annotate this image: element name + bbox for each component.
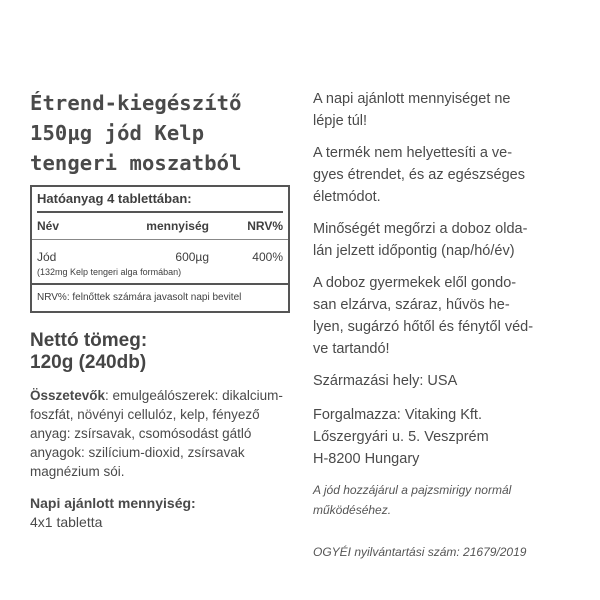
ingredients-text: : emulgeálószerek: dikalcium-foszfát, növényi cellulóz, kelp, fényező anyag: zsírsavak, csomósodást gátló anyagok: szilícium-dioxid, zsírsavak magnézium sói. xyxy=(30,388,283,479)
text-line: lyen, sugárzó hőtől és fénytől véd- xyxy=(313,319,534,335)
registration-number xyxy=(313,542,575,562)
table-column-headers xyxy=(32,213,288,240)
title-line: Étrend-kiegészítő xyxy=(30,91,242,115)
table-row-note: (132mg Kelp tengeri alga formában) xyxy=(32,266,288,285)
cell-nrv: 400% xyxy=(252,250,283,264)
origin xyxy=(313,370,575,392)
text-line: OGYÉI nyilvántartási szám: 21679/2019 xyxy=(313,545,527,559)
text-line: A termék nem helyettesíti a ve- xyxy=(313,145,513,161)
net-weight-value: 120g (240db) xyxy=(30,352,147,373)
storage-instructions xyxy=(313,272,575,360)
cell-name: Jód xyxy=(37,250,57,264)
text-line: működéséhez. xyxy=(313,503,392,517)
left-column xyxy=(30,88,292,532)
health-claim xyxy=(313,480,575,520)
ingredients-label: Összetevők xyxy=(30,388,106,403)
net-weight-label: Nettó tömeg: xyxy=(30,330,148,351)
product-title xyxy=(30,88,292,178)
cell-amount: 600µg xyxy=(175,250,209,264)
column-header-amount: mennyiség xyxy=(146,219,209,233)
text-line: A doboz gyermekek elől gondo- xyxy=(313,275,517,291)
text-line: lán jelzett időpontig (nap/hó/év) xyxy=(313,243,515,259)
text-line: Minőségét megőrzi a doboz olda- xyxy=(313,221,528,237)
right-column xyxy=(313,88,575,584)
distributor xyxy=(313,404,575,470)
text-line: Származási hely: USA xyxy=(313,373,458,389)
table-row xyxy=(37,240,283,266)
text-line: lépje túl! xyxy=(313,113,368,129)
nutrition-table xyxy=(30,185,290,313)
table-header: Hatóanyag 4 tablettában: xyxy=(37,187,283,213)
text-line: H-8200 Hungary xyxy=(313,451,420,467)
text-line: A napi ajánlott mennyiséget ne xyxy=(313,91,511,107)
text-line: életmódot. xyxy=(313,189,381,205)
text-line: Lőszergyári u. 5. Veszprém xyxy=(313,429,489,445)
substitute-notice xyxy=(313,142,575,208)
ingredients xyxy=(30,386,292,481)
column-header-nrv: NRV% xyxy=(247,219,283,233)
column-header-name: Név xyxy=(37,219,60,233)
title-line: tengeri moszatból xyxy=(30,151,242,175)
text-line: A jód hozzájárul a pajzsmirigy normál xyxy=(313,483,512,497)
best-before xyxy=(313,218,575,262)
title-line: 150µg jód Kelp xyxy=(30,121,205,145)
dosage-warning xyxy=(313,88,575,132)
net-weight xyxy=(30,330,292,374)
text-line: gyes étrendet, és az egészséges xyxy=(313,167,525,183)
daily-dose-value: 4x1 tabletta xyxy=(30,514,103,530)
table-footnote: NRV%: felnőttek számára javasolt napi bevitel xyxy=(37,292,242,303)
text-line: san elzárva, száraz, hűvös he- xyxy=(313,297,510,313)
daily-dose-label: Napi ajánlott mennyiség: xyxy=(30,495,196,511)
text-line: ve tartandó! xyxy=(313,341,390,357)
text-line: Forgalmazza: Vitaking Kft. xyxy=(313,407,482,423)
